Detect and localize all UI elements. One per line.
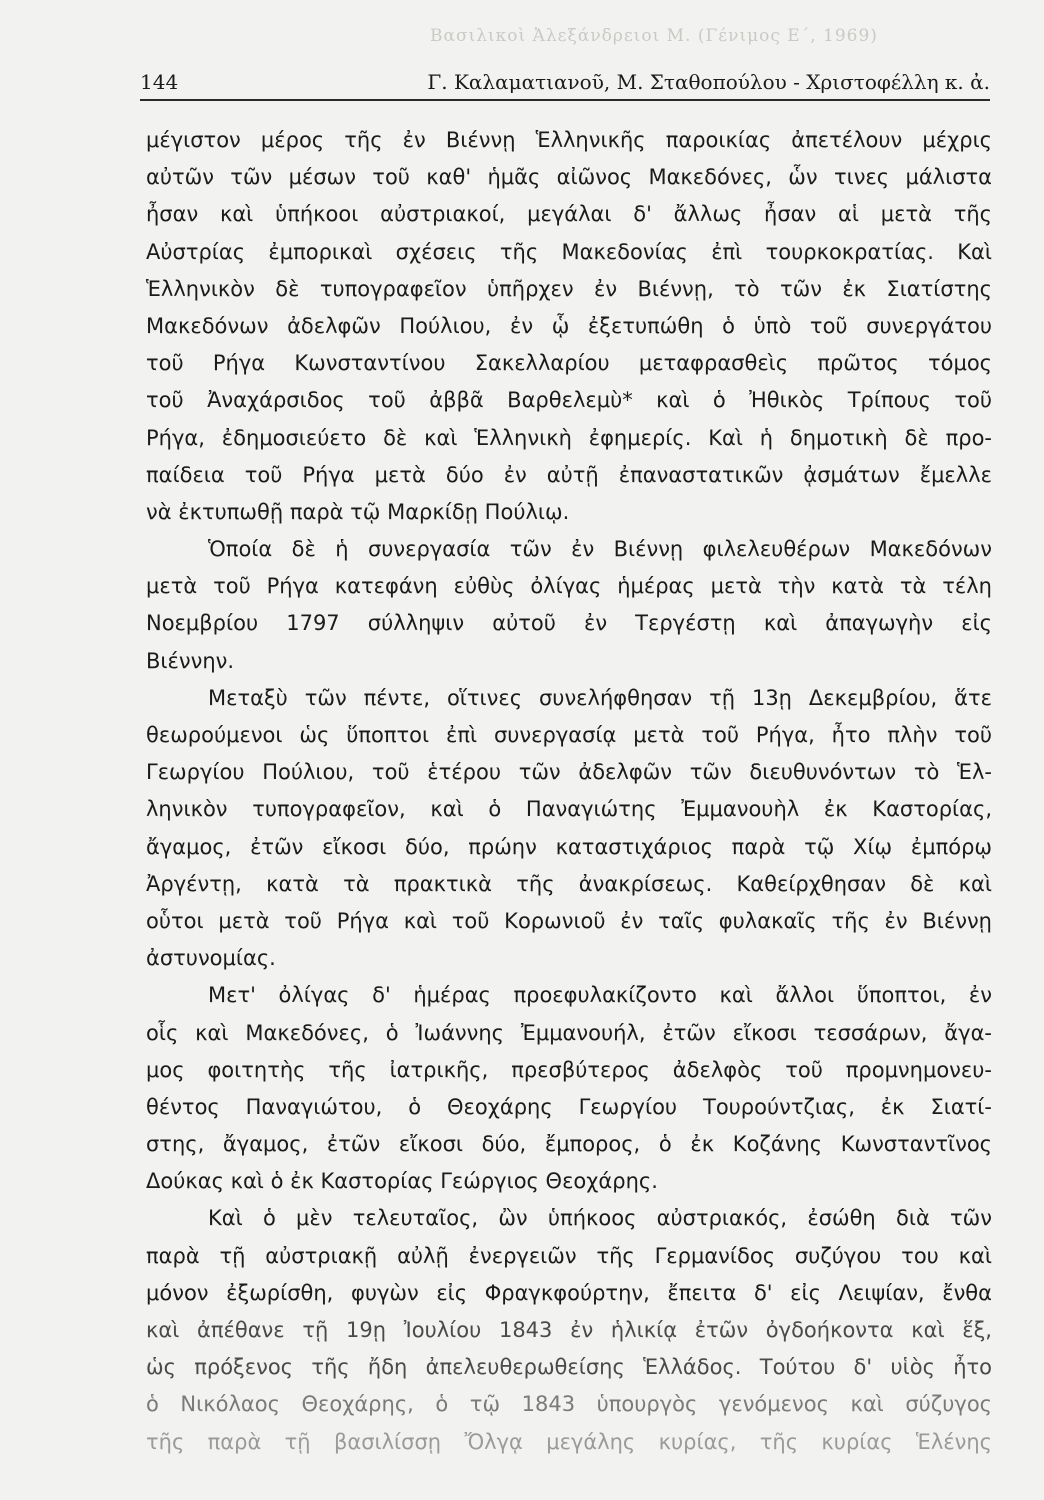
text-line: Ἑλληνικὸν δὲ τυπογραφεῖον ὑπῆρχεν ἐν Βιέννῃ, τὸ τῶν ἐκ Σιατίστης: [146, 276, 992, 301]
text-line: Μακεδόνων ἀδελφῶν Πούλιου, ἐν ᾧ ἐξετυπώθη ὁ ὑπὸ τοῦ συνεργάτου: [146, 313, 992, 338]
paragraph-first-line: Μετ' ὀλίγας δ' ἡμέρας προεφυλακίζοντο καὶ ἄλλοι ὕποπτοι, ἐν: [208, 983, 992, 1008]
text-line: παρὰ τῇ αὐστριακῇ αὐλῇ ἐνεργειῶν τῆς Γερμανίδος συζύγου του καὶ: [146, 1243, 992, 1268]
text-line: Ρήγα, ἐδημοσιεύετο δὲ καὶ Ἑλληνικὴ ἐφημερίς. Καὶ ἡ δημοτικὴ δὲ προ-: [146, 425, 992, 450]
text-line: Αὐστρίας ἐμπορικαὶ σχέσεις τῆς Μακεδονίας ἐπὶ τουρκοκρατίας. Καὶ: [146, 239, 992, 264]
text-line: μος φοιτητὴς τῆς ἰατρικῆς, πρεσβύτερος ἀδελφὸς τοῦ προμνημονευ-: [146, 1057, 992, 1082]
text-line: μέγιστον μέρος τῆς ἐν Βιέννῃ Ἑλληνικῆς παροικίας ἀπετέλουν μέχρις: [146, 128, 992, 152]
text-line: Δούκας καὶ ὁ ἐκ Καστορίας Γεώργιος Θεοχάρης.: [146, 1169, 658, 1194]
page-number: 144: [140, 70, 179, 94]
text-line: Βιέννην.: [146, 648, 235, 673]
text-line: παίδεια τοῦ Ρήγα μετὰ δύο ἐν αὐτῇ ἐπαναστατικῶν ᾀσμάτων ἔμελλε: [146, 462, 992, 487]
text-line: οὗτοι μετὰ τοῦ Ρήγα καὶ τοῦ Κορωνιοῦ ἐν ταῖς φυλακαῖς τῆς ἐν Βιέννῃ: [146, 908, 992, 933]
text-line: οἷς καὶ Μακεδόνες, ὁ Ἰωάννης Ἐμμανουήλ, ἐτῶν εἴκοσι τεσσάρων, ἄγα-: [146, 1020, 992, 1045]
header-rule: [140, 99, 990, 101]
text-line: ὁ Νικόλαος Θεοχάρης, ὁ τῷ 1843 ὑπουργὸς γενόμενος καὶ σύζυγος: [146, 1392, 992, 1417]
text-line: Νοεμβρίου 1797 σύλληψιν αὐτοῦ ἐν Τεργέστῃ καὶ ἀπαγωγὴν εἰς: [146, 611, 992, 636]
bleed-through-text: Βασιλικοὶ Ἀλεξάνδρειοι Μ. (Γένιμος Ε΄, 1969): [430, 26, 878, 46]
text-line: ἄγαμος, ἐτῶν εἴκοσι δύο, πρώην καταστιχάριος παρὰ τῷ Χίῳ ἐμπόρῳ: [146, 834, 992, 859]
text-line: τοῦ Ἀναχάρσιδος τοῦ ἀββᾶ Βαρθελεμὺ* καὶ ὁ Ἠθικὸς Τρίπους τοῦ: [146, 388, 992, 413]
text-line: νὰ ἐκτυπωθῇ παρὰ τῷ Μαρκίδῃ Πούλιῳ.: [146, 499, 570, 524]
body-text: [146, 122, 992, 1461]
paragraph-first-line: Καὶ ὁ μὲν τελευταῖος, ὢν ὑπήκοος αὐστριακός, ἐσώθη διὰ τῶν: [208, 1206, 992, 1231]
text-line: θεωρούμενοι ὡς ὕποπτοι ἐπὶ συνεργασίᾳ μετὰ τοῦ Ρήγα, ἦτο πλὴν τοῦ: [146, 723, 992, 747]
running-head: Γ. Καλαματιανοῦ, Μ. Σταθοπούλου - Χριστοφέλλη κ. ἀ.: [427, 70, 990, 94]
text-line: αὐτῶν τῶν μέσων τοῦ καθ' ἡμᾶς αἰῶνος Μακεδόνες, ὧν τινες μάλιστα: [146, 165, 992, 190]
text-line: ἦσαν καὶ ὑπήκοοι αὐστριακοί, μεγάλαι δ' ἄλλως ἦσαν αἱ μετὰ τῆς: [146, 202, 992, 227]
text-line: ληνικὸν τυπογραφεῖον, καὶ ὁ Παναγιώτης Ἐμμανουὴλ ἐκ Καστορίας,: [146, 797, 992, 822]
text-line: Γεωργίου Πούλιου, τοῦ ἑτέρου τῶν ἀδελφῶν τῶν διευθυνόντων τὸ Ἑλ-: [146, 760, 992, 785]
text-line: μετὰ τοῦ Ρήγα κατεφάνη εὐθὺς ὀλίγας ἡμέρας μετὰ τὴν κατὰ τὰ τέλη: [146, 574, 992, 599]
text-line: θέντος Παναγιώτου, ὁ Θεοχάρης Γεωργίου Τουρούντζιας, ἐκ Σιατί-: [146, 1094, 992, 1119]
text-line: μόνον ἐξωρίσθη, φυγὼν εἰς Φραγκφούρτην, ἔπειτα δ' εἰς Λειψίαν, ἔνθα: [146, 1280, 992, 1305]
text-line: τῆς παρὰ τῇ βασιλίσσῃ Ὄλγᾳ μεγάλης κυρίας, τῆς κυρίας Ἑλένης: [146, 1429, 992, 1454]
text-line: Ἀργέντῃ, κατὰ τὰ πρακτικὰ τῆς ἀνακρίσεως. Καθείρχθησαν δὲ καὶ: [146, 871, 992, 896]
paragraph-first-line: Μεταξὺ τῶν πέντε, οἵτινες συνελήφθησαν τῇ 13ῃ Δεκεμβρίου, ἅτε: [208, 685, 992, 710]
text-line: ἀστυνομίας.: [146, 946, 276, 971]
text-line: τοῦ Ρήγα Κωνσταντίνου Σακελλαρίου μεταφρασθεὶς πρῶτος τόμος: [146, 351, 992, 376]
paragraph-first-line: Ὁποία δὲ ἡ συνεργασία τῶν ἐν Βιέννῃ φιλελευθέρων Μακεδόνων: [208, 537, 992, 562]
text-line: καὶ ἀπέθανε τῇ 19ῃ Ἰουλίου 1843 ἐν ἡλικίᾳ ἐτῶν ὀγδοήκοντα καὶ ἕξ,: [146, 1318, 992, 1342]
page-header: [140, 64, 990, 98]
text-line: ὡς πρόξενος τῆς ἤδη ἀπελευθερωθείσης Ἑλλάδος. Τούτου δ' υἱὸς ἦτο: [146, 1355, 992, 1380]
text-line: στης, ἄγαμος, ἐτῶν εἴκοσι δύο, ἔμπορος, ὁ ἐκ Κοζάνης Κωνσταντῖνος: [146, 1132, 992, 1157]
